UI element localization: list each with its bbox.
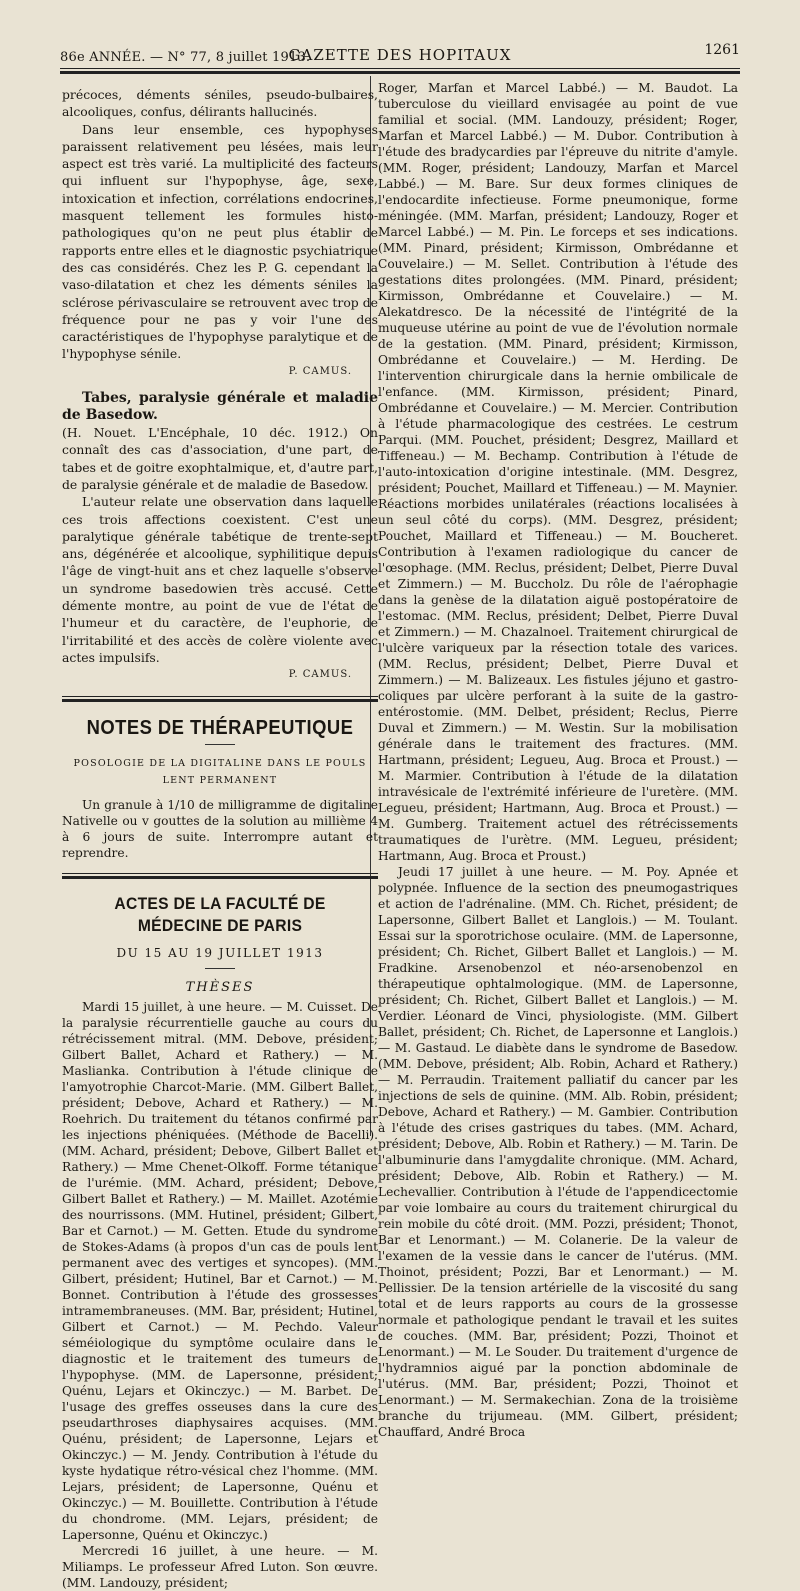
section-rule [62, 876, 378, 879]
title-rule [205, 744, 235, 745]
paragraph: Roger, Marfan et Marcel Labbé.) — M. Baudot. La tuberculose du vieillard envisagée au point de vue familial et social. (MM. Landouzy, président; Roger, Marfan et Marcel Labbé.) — M. Dubor. Contribution à l'étude des bradycardies par l'épreuve du nitrite d'amyle. (MM. Roger, président; Landouzy, Marfan et Marcel Labbé.) — M. Bare. Sur deux formes cliniques de l'endocardite infectieuse. Forme pneumonique, forme méningée. (MM. Marfan, président; Landouzy, Roger et Marcel Labbé.) — M. Pin. Le forceps et ses indications. (MM. Pinard, président; Kirmisson, Ombrédanne et Couvelaire.) — M. Sellet. Contribution à l'étude des gestations dites prolongées. (MM. Pinard, président; Kirmisson, Ombrédanne et Couvelaire.) — M. Alekatdresco. De la nécessité de l'intégrité de la muqueuse utérine au point de vue de l'évolution normale de la gestation. (MM. Pinard, président; Kirmisson, Ombrédanne et Couvelaire.) — M. Herding. De l'intervention chirurgicale dans la hernie ombilicale de l'enfance. (MM. Kirmisson, président; Pinard, Ombrédanne et Couvelaire.) — M. Mercier. Contribution à l'étude pharmacologique des cestrées. Le cestrum Parqui. (MM. Pouchet, président; Desgrez, Maillard et Tiffeneau.) — M. Bechamp. Contribution à l'étude de l'auto-intoxication d'origine intestinale. (MM. Desgrez, président; Pouchet, Maillard et Tiffeneau.) — M. Maynier. Réactions morbides unilatérales (réactions localisées à un seul côté du corps). (MM. Desgrez, président; Pouchet, Maillard et Tiffeneau.) — M. Boucheret. Contribution à l'examen radiologique du cancer de l'œsophage. (MM. Reclus, président; Delbet, Pierre Duval et Zimmern.) — M. Buccholz. Du rôle de l'aérophagie dans la genèse de la dilatation aiguë postopératoire de l'estomac. (MM. Reclus, président; Delbet, Pierre Duval et Zimmern.) — M. Chazalnoel. Traitement chirurgical de l'ulcère variqueux par la résection totale des varices. (MM. Reclus, président; Delbet, Pierre Duval et Zimmern.) — M. Balizeaux. Les fistules jéjuno et gastro-coliques par ulcère perforant à la suite de la gastro-entérostomie. (MM. Delbet, président; Reclus, Pierre Duval et Zimmern.) — M. Westin. Sur la mobilisation générale dans le traitement des fractures. (MM. Hartmann, président; Legueu, Aug. Broca et Proust.) — M. Marmier. Contribution à l'étude de la dilatation intravésicale de l'extrémité inférieure de l'uretère. (MM. Legueu, président; Hartmann, Aug. Broca et Proust.) — M. Gumberg. Traitement actuel des rétrécissements traumatiques de l'urètre. (MM. Legueu, président; Hartmann, Aug. Broca et Proust.) [378, 81, 738, 863]
left-column [62, 86, 378, 1591]
paragraph: Jeudi 17 juillet à une heure. — M. Poy. Apnée et polypnée. Influence de la section des pneumogastriques et action de l'adrénaline. (MM. Ch. Richet, président; de Lapersonne, Gilbert Ballet et Langlois.) — M. Toulant. Essai sur la sporotrichose oculaire. (MM. de Lapersonne, président; Ch. Richet, Gilbert Ballet et Langlois.) — M. Fradkine. Arsenobenzol et néo-arsenobenzol en thérapeutique ophtalmologique. (MM. de Lapersonne, président; Ch. Richet, Gilbert Ballet et Langlois.) — M. Verdier. Léonard de Vinci, physiologiste. (MM. Gilbert Ballet, président; Ch. Richet, de Lapersonne et Langlois.) — M. Gastaud. Le diabète dans le syndrome de Basedow. (MM. Debove, président; Alb. Robin, Achard et Rathery.) — M. Perraudin. Traitement palliatif du cancer par les injections de sels de quinine. (MM. Alb. Robin, président; Debove, Achard et Rathery.) — M. Gambier. Contribution à l'étude des crises gastriques du tabes. (MM. Achard, président; Debove, Alb. Robin et Rathery.) — M. Tarin. De l'albuminurie dans l'amygdalite chronique. (MM. Achard, président; Debove, Alb. Robin et Rathery.) — M. Lechevallier. Contribution à l'étude de l'appendicectomie par voie lombaire au cours du traitement chirurgical du rein mobile du côté droit. (MM. Pozzi, président; Thonot, Bar et Lenormant.) — M. Colanerie. De la valeur de l'examen de la vessie dans le cancer de l'utérus. (MM. Thoinot, président; Pozzi, Bar et Lenormant.) — M. Pellissier. De la tension artérielle de la viscosité du sang total et de leurs rapports au cours de la grossesse normale et pathologique pendant le travail et les suites de couches. (MM. Bar, président; Pozzi, Thoinot et Lenormant.) — M. Le Souder. Du traitement d'urgence de l'hydramnios aigué par la ponction abdominale de l'utérus. (MM. Bar, président; Pozzi, Thoinot et Lenormant.) — M. Sermakechian. Zona de la troisième branche du trijumeau. (MM. Gilbert, président; Chauffard, André Broca [378, 865, 738, 1439]
signature: P. CAMUS. [288, 669, 352, 681]
subsection-title: THÈSES [185, 980, 255, 996]
paragraph: L'auteur relate une observation dans laquelle ces trois affections coexistent. C'est une paralytique générale tabétique de trente-sept ans, dégénérée et alcoolique, syphilitique depuis l'âge de vingt-huit ans et chez laquelle s'observe un syndrome basedowien très accusé. Cette démente montre, au point de vue de l'état de l'humeur et du caractère, de l'euphorie, de l'irritabilité et des accès de colère violente avec actes impulsifs. [62, 494, 378, 665]
paragraph: Mardi 15 juillet, à une heure. — M. Cuisset. De la paralysie récurrentielle gauche au cours du rétrécissement mitral. (MM. Debove, président; Gilbert Ballet, Achard et Rathery.) — M. Maslianka. Contribution à l'étude clinique de l'amyotrophie Charcot-Marie. (MM. Gilbert Ballet, président; Debove, Achard et Rathery.) — M. Roehrich. Du traitement du tétanos confirmé par les injections phéniquées. (Méthode de Bacelli). (MM. Achard, président; Debove, Gilbert Ballet et Rathery.) — Mme Chenet-Olkoff. Forme tétanique de l'urémie. (MM. Achard, président; Debove, Gilbert Ballet et Rathery.) — M. Maillet. Azotémie des nourrissons. (MM. Hutinel, président; Gilbert, Bar et Carnot.) — M. Getten. Etude du syndrome de Stokes-Adams (à propos d'un cas de pouls lent permanent avec des vertiges et syncopes). (MM. Gilbert, président; Hutinel, Bar et Carnot.) — M. Bonnet. Contribution à l'étude des grossesses intramembraneuses. (MM. Bar, président; Hutinel, Gilbert et Carnot.) — M. Pechdo. Valeur séméiologique du symptôme oculaire dans le diagnostic et le traitement des tumeurs de l'hypophyse. (MM. de Lapersonne, président; Quénu, Lejars et Okinczyc.) — M. Barbet. De l'usage des greffes osseuses dans la cure des pseudarthroses diaphysaires acquises. (MM. Quénu, président; de Lapersonne, Lejars et Okinczyc.) — M. Jendy. Contribution à l'étude du kyste hydatique rétro-vésical chez l'homme. (MM. Lejars, président; de Lapersonne, Quénu et Okinczyc.) — M. Bouillette. Contribution à l'étude du chondrome. (MM. Lejars, président; de Lapersonne, Quénu et Okinczyc.) [62, 999, 378, 1542]
section-title: NOTES DE THÉRAPEUTIQUE [86, 716, 354, 739]
header-rule-thin [60, 68, 740, 69]
section-rule [62, 696, 378, 697]
section-rule [62, 699, 378, 702]
section-title: ACTES DE LA FACULTÉ DE MÉDECINE DE PARIS [114, 894, 326, 936]
right-column [378, 80, 738, 1440]
article-reference: (H. Nouet. L'Encéphale, 10 déc. 1912.) On connaît des cas d'association, d'une part, de tabes et de goitre exophtalmique, et, d'autre part, de paralysie générale et de maladie de Basedow. [62, 425, 378, 492]
page-header [60, 40, 740, 70]
signature: P. CAMUS. [288, 365, 352, 377]
paragraph: Un granule à 1/10 de milligramme de digitaline Nativelle ou v gouttes de la solution au millième 4 à 6 jours de suite. Interrompre autant et reprendre. [62, 798, 378, 861]
paragraph: précoces, déments séniles, pseudo-bulbaires, alcooliques, confus, délirants hallucinés. [62, 87, 378, 120]
subsection-title: POSOLOGIE DE LA DIGITALINE DANS LE POULS LENT PERMANENT [73, 757, 367, 786]
article-title: Tabes, paralysie générale et maladie de Basedow. [62, 390, 378, 424]
section-dates: DU 15 AU 19 JUILLET 1913 [116, 946, 324, 961]
title-rule [205, 968, 235, 969]
page-number: 1261 [704, 42, 740, 58]
issue-info: 86e ANNÉE. — N° 77, 8 juillet 1913. [60, 50, 311, 65]
paragraph: Dans leur ensemble, ces hypophyses paraissent relativement peu lésées, mais leur aspect est très varié. La multiplicité des facteurs qui influent sur l'hypophyse, âge, sexe, intoxication et infection, corrélations endocrines, masquent tellement les formules histo-pathologiques qu'on ne peut plus établir de rapports entre elles et le diagnostic psychiatrique des cas considérés. Chez les P. G. cependant la vaso-dilatation et chez les déments séniles la sclérose périvasculaire se retrouvent avec trop de fréquence pour ne pas y voir l'une des caractéristiques de l'hypophyse paralytique et de l'hypophyse sénile. [62, 121, 378, 362]
paragraph: Mercredi 16 juillet, à une heure. — M. Miliamps. Le professeur Afred Luton. Son œuvre. (MM. Landouzy, président; [62, 1543, 378, 1590]
section-rule [62, 873, 378, 874]
header-rule-thick [60, 71, 740, 74]
journal-title: GAZETTE DES HOPITAUX [288, 46, 512, 64]
